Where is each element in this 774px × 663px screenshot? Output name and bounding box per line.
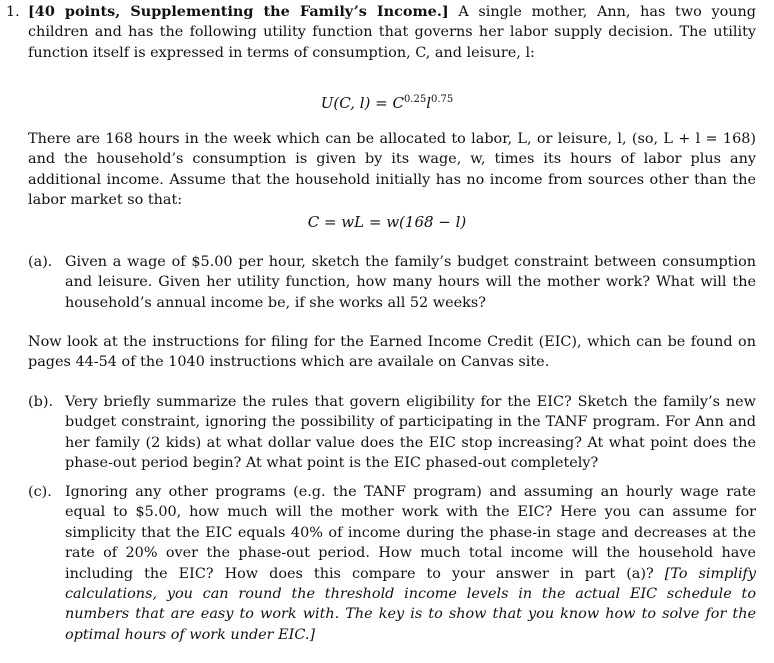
question-intro [28, 2, 756, 63]
part-c-text: Ignoring any other programs (e.g. the TANF program) and assuming an hourly wage rate equal to $5.00, how much will the mother work with the EIC? Here you can assume for simplicity that the EIC equals 40% of income during the phase-in stage and decreases at the rate of 20% over the phase-out period. How much total income will the household have including the EIC? How does this compare to your answer in part (a)? [65, 484, 756, 582]
part-c-label: (c). [28, 484, 52, 500]
question-heading: [40 points, Supplementing the Family’s Income.] [28, 3, 449, 20]
eic-paragraph: Now look at the instructions for filing for the Earned Income Credit (EIC), which can be found on pages 44-54 of the 1040 instructions which are availale on Canvas site. [28, 334, 756, 371]
part-b-text: Very briefly summarize the rules that govern eligibility for the EIC? Sketch the family’s new budget constraint, ignoring the possibility of participating in the TANF program. For Ann and her family (2 kids) at what dollar value does the EIC stop increasing? At what point does the phase-out period begin? At what point is the EIC phased-out completely? [65, 394, 756, 472]
part-c-note: [To simplify calculations, you can round the threshold income levels in the actual EIC schedule to numbers that are easy to work with. The key is to show that you know how to solve for the optimal hours of work under EIC.] [65, 565, 757, 643]
hours-paragraph: There are 168 hours in the week which can be allocated to labor, L, or leisure, l, (so, L + l = 168) and the household’s consumption is given by its wage, w, times its hours of labor plus any additional income. Assume that the household initially has no income from sources other than the labor market so that: [28, 131, 756, 209]
part-a-label: (a). [28, 254, 53, 270]
utility-base-l: l [426, 94, 432, 112]
part-b-label: (b). [28, 394, 54, 410]
utility-exp-c: 0.25 [403, 94, 427, 105]
question-number: 1. [6, 4, 20, 20]
utility-base-c: C [392, 94, 404, 112]
utility-lhs: U(C, l) = [320, 94, 393, 112]
utility-exp-l: 0.75 [431, 94, 454, 105]
part-a-text: Given a wage of $5.00 per hour, sketch the family’s budget constraint between consumption and leisure. Given her utility function, how many hours will the mother work? What will the household’s annual income be, if she works all 52 weeks? [65, 254, 756, 311]
utility-equation [0, 90, 774, 113]
part-c-body [65, 482, 756, 645]
budget-equation: C = wL = w(168 − l) [307, 213, 467, 231]
intro-text: A single mother, Ann, has two young children and has the following utility function that governs her labor supply decision. The utility function itself is expressed in terms of consumption, C, and leisure, l: [28, 4, 756, 61]
